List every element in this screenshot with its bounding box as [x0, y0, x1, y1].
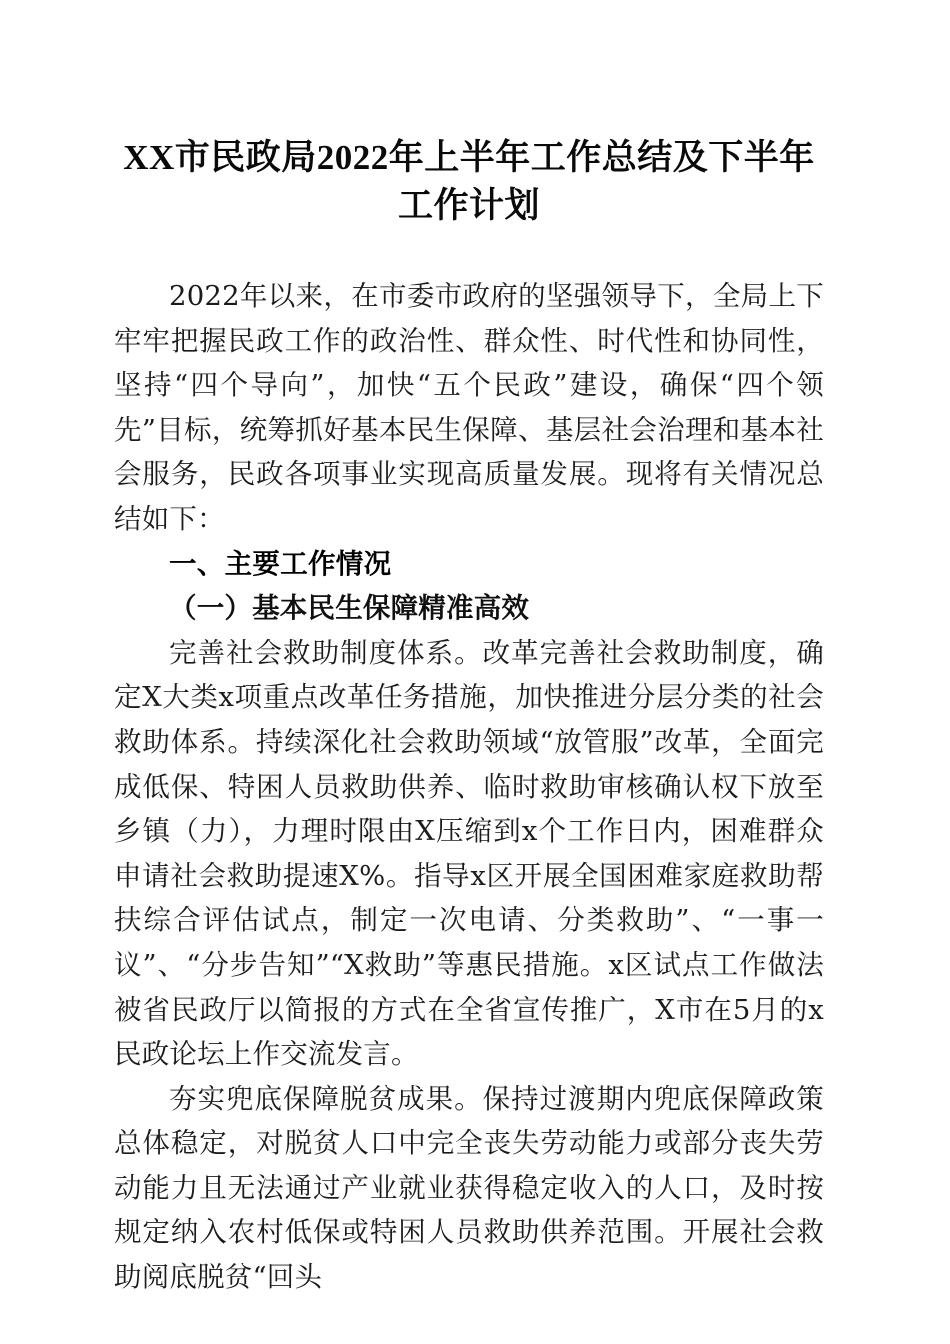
paragraph-poverty-alleviation-results: 夯实兜底保障脱贫成果。保持过渡期内兜底保障政策总体稳定，对脱贫人口中完全丧失劳动能力或部分丧失劳动能力且无法通过产业就业获得稳定收入的人口，及时按规定纳入农村低保或特困人员救助供养范围。开展社会救助阅底脱贫“回头: [114, 1082, 824, 1294]
paragraph-intro: 2022年以来，在市委市政府的坚强领导下，全局上下牢牢把握民政工作的政治性、群众性、时代性和协同性，坚持“四个导向”，加快“五个民政”建设，确保“四个领先”目标，统筹抓好基本民生保障、基层社会治理和基本社会服务，民政各项事业实现高质量发展。现将有关情况总结如下：: [114, 280, 824, 535]
page-title: XX市民政局2022年上半年工作总结及下半年工作计划: [123, 138, 815, 225]
heading-main-work-situation: 一、主要工作情况: [169, 547, 392, 579]
heading-basic-livelihood-guarantee: （一）基本民生保障精准高效: [169, 592, 530, 625]
paragraph-social-assistance-system: 完善社会救助制度体系。改革完善社会救助制度，确定X大类x项重点改革任务措施，加快推进分层分类的社会救助体系。持续深化社会救助领域“放管服”改革，全面完成低保、特困人员救助供养、临时救助审核确认权下放至乡镇（力），力理时限由X压缩到x个工作日内，困难群众申请社会救助提速X%。指导x区开展全国困难家庭救助帮扶综合评估试点，制定一次电请、分类救助”、“一事一议”、“分步告知”“X救助”等惠民措施。x区试点工作做法被省民政厅以简报的方式在全省宣传推广，X市在5月的x民政论坛上作交流发言。: [114, 636, 824, 1071]
document-body: [114, 0, 824, 1300]
